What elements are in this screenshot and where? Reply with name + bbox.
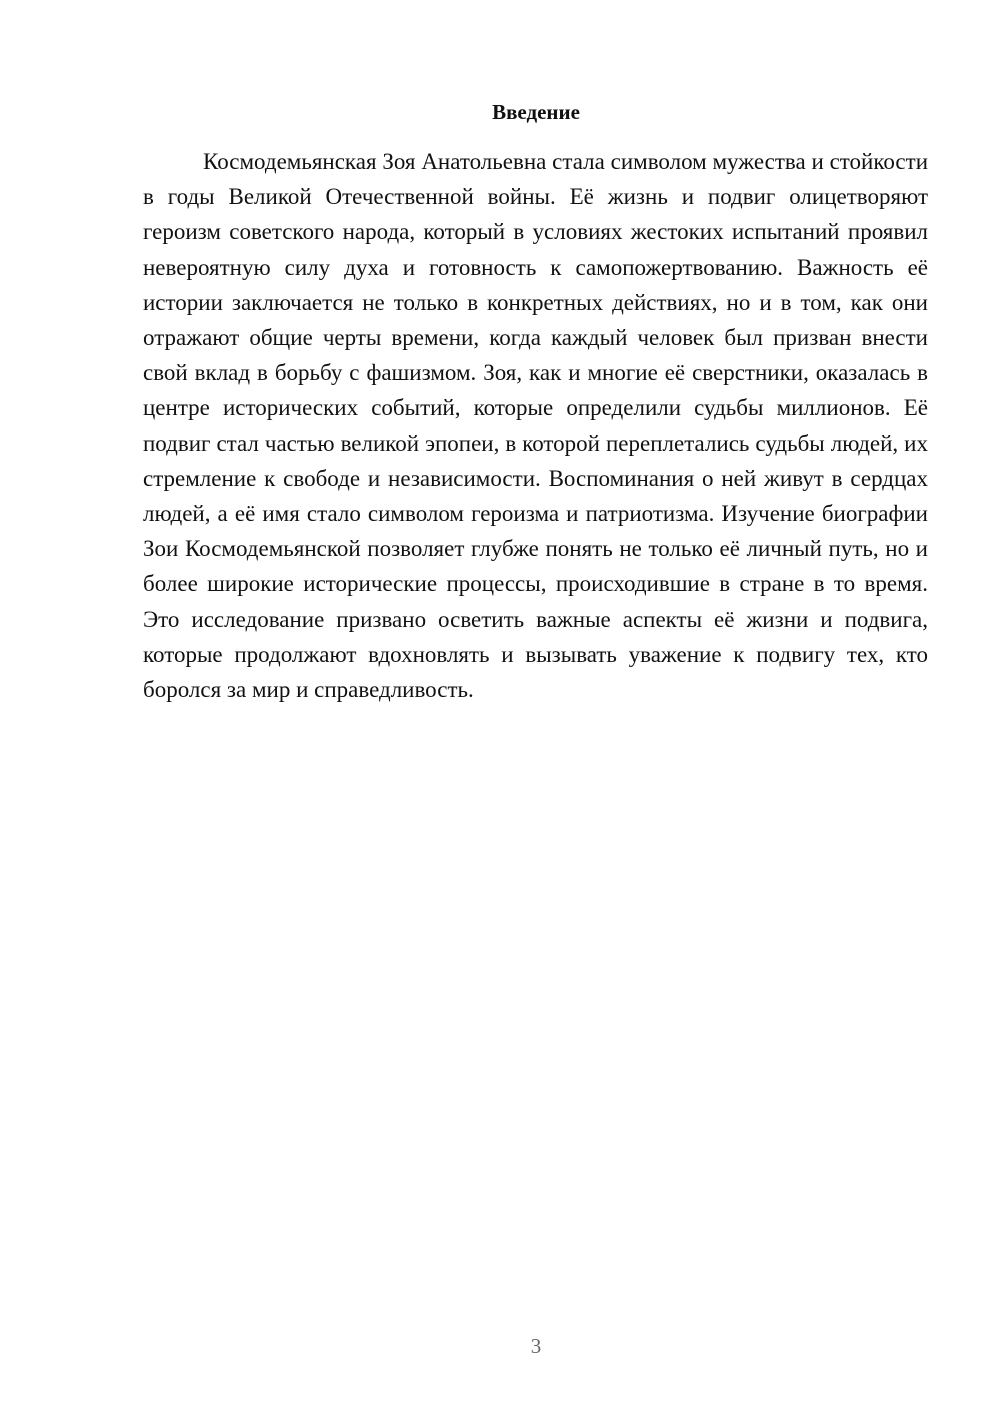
- section-heading: Введение: [492, 100, 580, 124]
- page-number: 3: [530, 1334, 542, 1358]
- body-paragraph: Космодемьянская Зоя Анатольевна стала символом мужества и стойкости в годы Великой Отечественной войны. Её жизнь и подвиг олицетворяют героизм советского народа, который в условиях жестоких испытаний проявил невероятную силу духа и готовность к самопожертвованию. Важность её истории заключается не только в конкретных действиях, но и в том, как они отражают общие черты времени, когда каждый человек был призван внести свой вклад в борьбу с фашизмом. Зоя, как и многие её сверстники, оказалась в центре исторических событий, которые определили судьбы миллионов. Её подвиг стал частью великой эпопеи, в которой переплетались судьбы людей, их стремление к свободе и независимости. Воспоминания о ней живут в сердцах людей, а её имя стало символом героизма и патриотизма. Изучение биографии Зои Космодемьянской позволяет глубже понять не только её личный путь, но и более широкие исторические процессы, происходившие в стране в то время. Это исследование призвано осветить важные аспекты её жизни и подвига, которые продолжают вдохновлять и вызывать уважение к подвигу тех, кто боролся за мир и справедливость.: [143, 149, 928, 703]
